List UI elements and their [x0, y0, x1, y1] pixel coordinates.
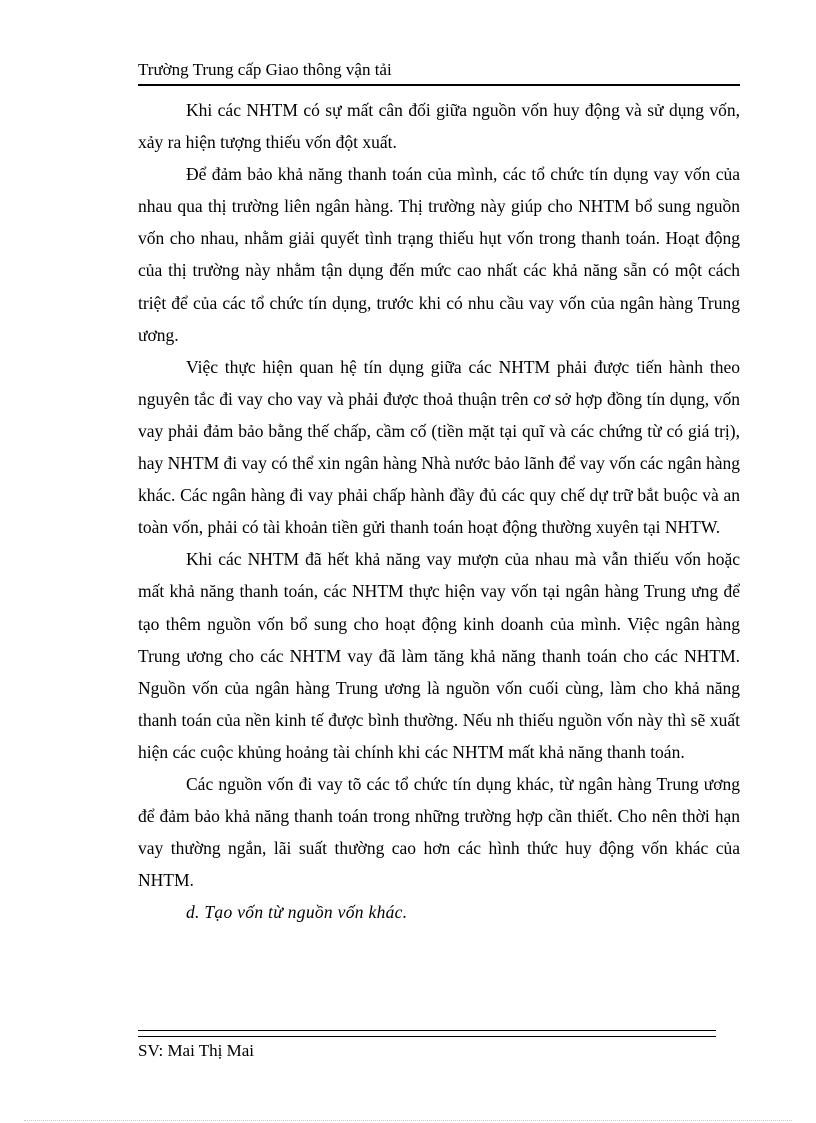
school-name: Trường Trung cấp Giao thông vận tải — [138, 60, 392, 79]
paragraph-1: Khi các NHTM có sự mất cân đối giữa nguồn vốn huy động và sử dụng vốn, xảy ra hiện tượng thiếu vốn đột xuất. — [138, 100, 740, 153]
section-heading: d. Tạo vốn từ nguồn vốn khác. — [186, 902, 408, 923]
student-name: SV: Mai Thị Mai — [138, 1041, 255, 1060]
paragraph-5: Các nguồn vốn đi vay tõ các tổ chức tín dụng khác, từ ngân hàng Trung ương để đảm bảo khả năng thanh toán trong những trường hợp cần thiết. Cho nên thời hạn vay thường ngắn, lãi suất thường cao hơn các hình thức huy động vốn khác của NHTM. — [138, 773, 740, 891]
document-body — [138, 94, 740, 928]
page-header — [138, 56, 740, 86]
paragraph-3: Việc thực hiện quan hệ tín dụng giữa các NHTM phải được tiến hành theo nguyên tắc đi vay cho vay và phải được thoả thuận trên cơ sở hợp đồng tín dụng, vốn vay phải đảm bảo bằng thế chấp, cầm cố (tiền mặt tại quĩ và các chứng từ có giá trị), hay NHTM đi vay có thể xin ngân hàng Nhà nước bảo lãnh để vay vốn các ngân hàng khác. Các ngân hàng đi vay phải chấp hành đầy đủ các quy chế dự trữ bắt buộc và an toàn vốn, phải có tài khoản tiền gửi thanh toán hoạt động thường xuyên tại NHTW. — [138, 356, 740, 538]
footer-double-rule — [138, 1030, 716, 1037]
paragraph-2: Để đảm bảo khả năng thanh toán của mình, các tổ chức tín dụng vay vốn của nhau qua thị trường liên ngân hàng. Thị trường này giúp cho NHTM bổ sung nguồn vốn cho nhau, nhằm giải quyết tình trạng thiếu hụt vốn trong thanh toán. Hoạt động của thị trường này nhằm tận dụng đến mức cao nhất các khả năng sẵn có một cách triệt để của các tổ chức tín dụng, trước khi có nhu cầu vay vốn của ngân hàng Trung ương. — [138, 164, 740, 345]
page-footer — [138, 1039, 254, 1063]
paragraph-4: Khi các NHTM đã hết khả năng vay mượn của nhau mà vẫn thiếu vốn hoặc mất khả năng thanh toán, các NHTM thực hiện vay vốn tại ngân hàng Trung ưng để tạo thêm nguồn vốn bổ sung cho hoạt động kinh doanh của mình. Việc ngân hàng Trung ương cho các NHTM vay đã làm tăng khả năng thanh toán cho các NHTM. Nguồn vốn của ngân hàng Trung ương là nguồn vốn cuối cùng, làm cho khả năng thanh toán của nền kinh tế được bình thường. Nếu nh thiếu nguồn vốn này thì sẽ xuất hiện các cuộc khủng hoảng tài chính khi các NHTM mất khả năng thanh toán. — [138, 549, 740, 762]
page-bottom-divider — [24, 1120, 792, 1121]
